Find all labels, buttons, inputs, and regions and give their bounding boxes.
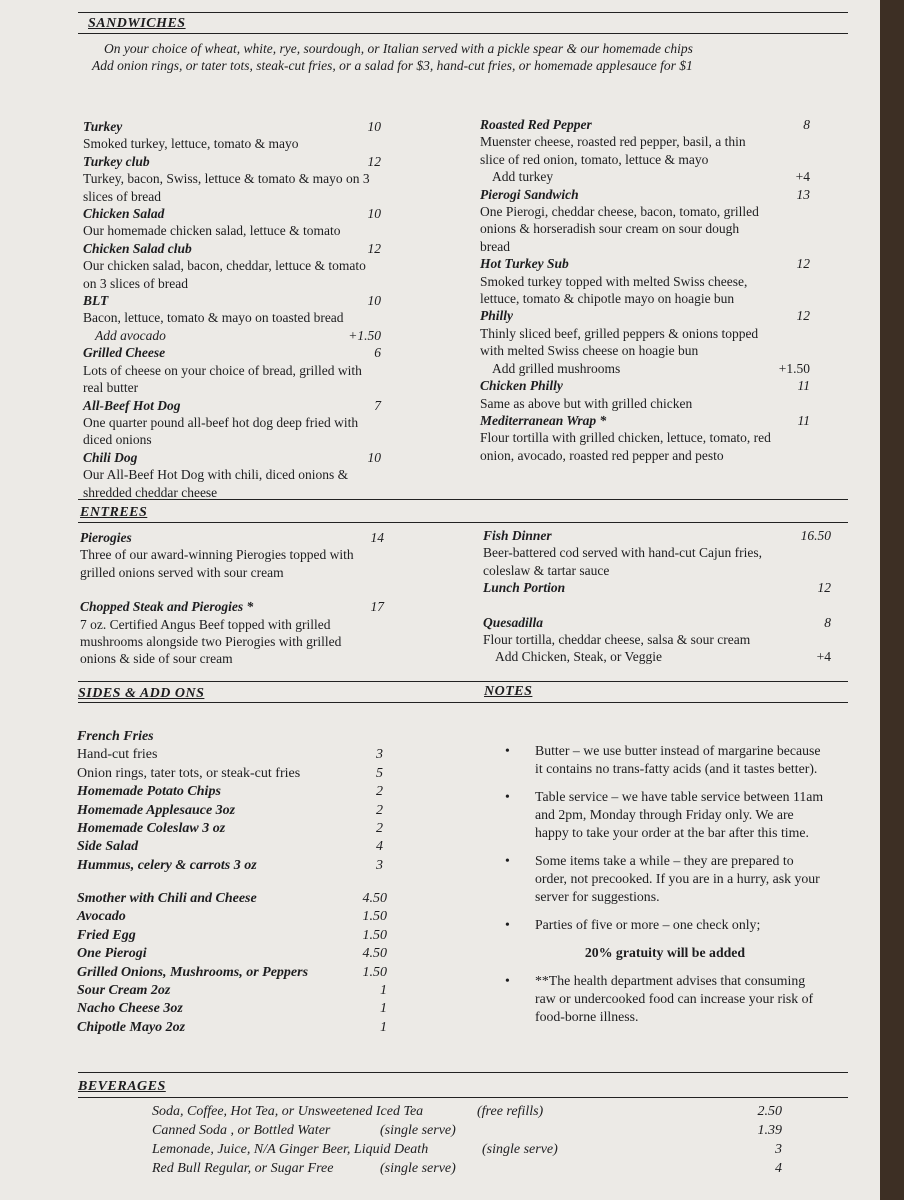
menu-item bbox=[83, 292, 381, 344]
beverage-note: (single serve) bbox=[380, 1161, 456, 1176]
entrees-heading: ENTREES bbox=[80, 505, 148, 520]
spacer bbox=[80, 581, 384, 598]
item-description: slices of bread bbox=[83, 188, 161, 204]
side-item bbox=[77, 982, 387, 1000]
side-item bbox=[77, 964, 387, 982]
item-name: Chili Dog bbox=[83, 449, 138, 465]
side-price: 1.50 bbox=[362, 964, 387, 980]
menu-item bbox=[83, 397, 381, 449]
side-name: One Pierogi bbox=[77, 946, 147, 962]
addon-price: +1.50 bbox=[348, 327, 381, 343]
item-description: Muenster cheese, roasted red pepper, basil, a thin bbox=[480, 134, 746, 150]
menu-item bbox=[483, 527, 831, 579]
sides-rule-top bbox=[78, 681, 848, 682]
item-name: BLT bbox=[83, 293, 109, 309]
side-name: Side Salad bbox=[77, 839, 139, 855]
beverage-price: 2.50 bbox=[757, 1104, 782, 1119]
bullet-icon: • bbox=[505, 853, 510, 868]
item-addon bbox=[480, 360, 810, 377]
item-description: Lots of cheese on your choice of bread, grilled with bbox=[83, 362, 362, 378]
beverages-heading: BEVERAGES bbox=[78, 1079, 166, 1094]
side-item bbox=[77, 945, 387, 963]
side-price: 1 bbox=[380, 1019, 387, 1035]
intro-line-2: Add onion rings, or tater tots, steak-cut fries, or a salad for $3, hand-cut fries, or homemade applesauce for $1 bbox=[92, 58, 693, 73]
item-description: Our chicken salad, bacon, cheddar, lettuce & tomato bbox=[83, 258, 366, 274]
item-price: 12 bbox=[367, 240, 381, 256]
bullet-icon: • bbox=[505, 917, 510, 932]
item-name: Philly bbox=[480, 308, 513, 324]
item-price: 8 bbox=[824, 614, 831, 630]
item-description: bread bbox=[480, 238, 510, 254]
menu-item bbox=[480, 412, 810, 464]
addon-price: +1.50 bbox=[778, 360, 810, 376]
beverages-rule bbox=[78, 1097, 848, 1098]
side-name: Hand-cut fries bbox=[77, 747, 158, 763]
side-name: Grilled Onions, Mushrooms, or Peppers bbox=[77, 964, 309, 980]
side-item bbox=[77, 820, 383, 838]
side-price: 4 bbox=[376, 839, 383, 855]
item-name: Chicken Salad bbox=[83, 206, 165, 222]
menu-item bbox=[83, 240, 381, 292]
menu-item bbox=[480, 186, 810, 256]
beverage-name: Soda, Coffee, Hot Tea, or Unsweetened Iced Tea bbox=[152, 1104, 424, 1119]
side-item bbox=[77, 765, 383, 783]
item-description: Same as above but with grilled chicken bbox=[480, 395, 693, 411]
item-description: diced onions bbox=[83, 432, 152, 448]
side-name: Hummus, celery & carrots 3 oz bbox=[77, 857, 257, 873]
addon-label: Add avocado bbox=[95, 327, 166, 343]
item-price: 10 bbox=[367, 206, 381, 222]
menu-item bbox=[480, 116, 810, 186]
sides-group-2 bbox=[77, 890, 387, 1037]
item-description: lettuce, tomato & chipotle mayo on hoagie bun bbox=[480, 291, 735, 307]
item-description: shredded cheddar cheese bbox=[83, 484, 218, 500]
beverage-name: Canned Soda , or Bottled Water bbox=[152, 1123, 331, 1138]
side-name: Chipotle Mayo 2oz bbox=[77, 1019, 186, 1035]
item-description: grilled onions served with sour cream bbox=[80, 564, 284, 580]
beverage-item bbox=[152, 1140, 782, 1159]
item-description: Flour tortilla, cheddar cheese, salsa & sour cream bbox=[483, 632, 751, 648]
side-item bbox=[77, 1000, 387, 1018]
spacer bbox=[483, 597, 831, 614]
bullet-icon: • bbox=[505, 743, 510, 758]
item-name: Mediterranean Wrap * bbox=[480, 412, 607, 428]
item-name: Roasted Red Pepper bbox=[480, 117, 592, 132]
item-description: Beer-battered cod served with hand-cut Cajun fries, bbox=[483, 545, 762, 561]
note-text: Some items take a while – they are prepared to order, not precooked. If you are in a hurry, ask your server for suggestions. bbox=[535, 853, 820, 904]
item-description: with melted Swiss cheese on hoagie bun bbox=[480, 343, 699, 359]
menu-item bbox=[480, 377, 810, 412]
side-name: Fried Egg bbox=[77, 927, 136, 943]
side-price: 2 bbox=[376, 820, 383, 836]
note-text: Butter – we use butter instead of margarine because it contains no trans-fatty acids (and it tastes better). bbox=[535, 743, 821, 776]
sandwiches-right-column bbox=[480, 116, 810, 464]
side-price: 1.50 bbox=[362, 927, 387, 943]
side-item bbox=[77, 802, 383, 820]
item-name: Chopped Steak and Pierogies * bbox=[80, 599, 254, 615]
side-name: Homemade Potato Chips bbox=[77, 784, 221, 800]
item-description: Flour tortilla with grilled chicken, lettuce, tomato, red bbox=[480, 430, 771, 446]
item-addon bbox=[480, 168, 810, 185]
addon-label: Add grilled mushrooms bbox=[492, 360, 621, 376]
entrees-right-column bbox=[483, 527, 831, 666]
side-price: 3 bbox=[376, 747, 383, 763]
menu-item bbox=[483, 614, 831, 666]
item-description: slice of red onion, tomato, lettuce & mayo bbox=[480, 151, 709, 167]
item-description: Our homemade chicken salad, lettuce & tomato bbox=[83, 223, 341, 239]
notes-list bbox=[505, 742, 825, 1036]
item-price: 11 bbox=[797, 412, 810, 428]
note-item bbox=[505, 852, 825, 906]
side-price: 1.50 bbox=[362, 909, 387, 925]
sandwiches-rule bbox=[78, 33, 848, 34]
item-description: onions & horseradish sour cream on sour dough bbox=[480, 221, 740, 237]
side-name: Onion rings, tater tots, or steak-cut fries bbox=[77, 765, 301, 781]
item-price: 10 bbox=[367, 119, 381, 134]
beverages-list bbox=[152, 1102, 782, 1178]
item-description: real butter bbox=[83, 380, 139, 396]
side-price: 1 bbox=[380, 982, 387, 998]
item-description: Smoked turkey, lettuce, tomato & mayo bbox=[83, 136, 299, 152]
beverage-item bbox=[152, 1159, 782, 1178]
item-description: Bacon, lettuce, tomato & mayo on toasted bread bbox=[83, 310, 344, 326]
item-name: Turkey club bbox=[83, 153, 150, 169]
top-rule bbox=[78, 12, 848, 13]
note-text: Parties of five or more – one check only; bbox=[535, 917, 761, 932]
item-description: on 3 slices of bread bbox=[83, 275, 188, 291]
beverage-item bbox=[152, 1102, 782, 1121]
menu-item bbox=[483, 579, 831, 596]
item-addon bbox=[83, 327, 381, 344]
sides-rule bbox=[78, 702, 848, 703]
item-name: Turkey bbox=[83, 119, 123, 134]
beverage-note: (single serve) bbox=[482, 1142, 558, 1157]
beverage-price: 3 bbox=[775, 1142, 782, 1157]
note-text: Table service – we have table service between 11am and 2pm, Monday through Friday only. We are happy to take your order at the bar after this time. bbox=[535, 789, 824, 840]
item-name: Fish Dinner bbox=[483, 528, 552, 543]
side-name: French Fries bbox=[77, 729, 154, 744]
side-item bbox=[77, 1019, 387, 1037]
item-price: 7 bbox=[374, 397, 381, 413]
side-price: 4.50 bbox=[362, 946, 387, 962]
table-edge bbox=[880, 0, 904, 1200]
side-price: 1 bbox=[380, 1001, 387, 1017]
item-price: 14 bbox=[370, 530, 384, 545]
menu-item bbox=[83, 205, 381, 240]
item-description: Turkey, bacon, Swiss, lettuce & tomato & mayo on 3 bbox=[83, 171, 370, 187]
item-name: Quesadilla bbox=[483, 614, 544, 630]
beverage-price: 1.39 bbox=[757, 1123, 782, 1138]
side-name: Smother with Chili and Cheese bbox=[77, 891, 257, 906]
item-description: onion, avocado, roasted red pepper and pesto bbox=[480, 447, 724, 463]
item-price: 12 bbox=[817, 580, 831, 596]
menu-item bbox=[80, 598, 384, 668]
item-price: 6 bbox=[374, 345, 381, 361]
side-name: Sour Cream 2oz bbox=[77, 982, 171, 998]
sides-heading: SIDES & ADD ONS bbox=[78, 686, 205, 701]
item-price: 12 bbox=[796, 308, 810, 324]
note-item bbox=[505, 742, 825, 778]
beverages-rule-top bbox=[78, 1072, 848, 1073]
entrees-left-column bbox=[80, 529, 384, 668]
sandwiches-left-column bbox=[83, 118, 381, 501]
item-price: 16.50 bbox=[800, 528, 831, 543]
menu-item bbox=[83, 153, 381, 205]
bullet-icon: • bbox=[505, 973, 510, 988]
item-price: 10 bbox=[367, 449, 381, 465]
item-name: Pierogies bbox=[80, 530, 132, 545]
item-description: Three of our award-winning Pierogies topped with bbox=[80, 547, 354, 563]
item-description: One quarter pound all-beef hot dog deep fried with bbox=[83, 414, 359, 430]
entrees-rule-top bbox=[78, 499, 848, 500]
side-name: Homemade Coleslaw 3 oz bbox=[77, 820, 226, 836]
item-price: 13 bbox=[796, 186, 810, 202]
beverage-name: Red Bull Regular, or Sugar Free bbox=[152, 1161, 334, 1176]
item-description: onions & side of sour cream bbox=[80, 651, 233, 667]
side-item bbox=[77, 728, 383, 746]
side-price: 3 bbox=[376, 857, 383, 873]
sandwiches-intro bbox=[92, 40, 852, 74]
beverage-note: (single serve) bbox=[380, 1123, 456, 1138]
addon-price: +4 bbox=[816, 649, 831, 665]
item-name: Lunch Portion bbox=[483, 580, 566, 596]
item-addon bbox=[483, 648, 831, 665]
menu-item bbox=[83, 449, 381, 501]
side-item bbox=[77, 783, 383, 801]
item-description: One Pierogi, cheddar cheese, bacon, tomato, grilled bbox=[480, 204, 759, 220]
sides-group-1 bbox=[77, 728, 383, 875]
menu-item bbox=[480, 255, 810, 307]
menu-item bbox=[83, 118, 381, 153]
side-price: 4.50 bbox=[362, 891, 387, 906]
note-item bbox=[505, 788, 825, 842]
side-price: 5 bbox=[376, 765, 383, 781]
beverage-price: 4 bbox=[775, 1161, 782, 1176]
side-item bbox=[77, 746, 383, 764]
item-description: mushrooms alongside two Pierogies with grilled bbox=[80, 634, 342, 650]
item-name: Pierogi Sandwich bbox=[480, 186, 579, 202]
item-name: All-Beef Hot Dog bbox=[83, 397, 181, 413]
beverage-name: Lemonade, Juice, N/A Ginger Beer, Liquid Death bbox=[152, 1142, 429, 1157]
menu-item bbox=[480, 307, 810, 377]
item-price: 12 bbox=[796, 256, 810, 272]
side-item bbox=[77, 927, 387, 945]
notes-heading: NOTES bbox=[484, 684, 533, 699]
addon-label: Add turkey bbox=[492, 169, 554, 185]
menu-item bbox=[80, 529, 384, 581]
entrees-rule bbox=[78, 522, 848, 523]
item-price: 10 bbox=[367, 293, 381, 309]
gratuity-note: 20% gratuity will be added bbox=[584, 945, 746, 960]
item-price: 17 bbox=[370, 599, 384, 615]
side-item bbox=[77, 890, 387, 908]
intro-line-1: On your choice of wheat, white, rye, sourdough, or Italian served with a pickle spear & our homemade chips bbox=[104, 41, 693, 56]
addon-price: +4 bbox=[795, 169, 810, 185]
side-name: Homemade Applesauce 3oz bbox=[77, 802, 236, 818]
item-price: 11 bbox=[797, 378, 810, 394]
health-note: • **The health department advises that consuming raw or undercooked food can increase your risk of food-borne illness. bbox=[505, 973, 814, 1024]
item-name: Chicken Philly bbox=[480, 378, 563, 394]
item-name: Grilled Cheese bbox=[83, 345, 166, 361]
addon-label: Add Chicken, Steak, or Veggie bbox=[495, 649, 662, 665]
item-name: Chicken Salad club bbox=[83, 240, 192, 256]
side-item bbox=[77, 838, 383, 856]
beverage-note: (free refills) bbox=[477, 1104, 544, 1119]
item-description: 7 oz. Certified Angus Beef topped with grilled bbox=[80, 616, 331, 632]
side-item bbox=[77, 857, 383, 875]
item-description: Smoked turkey topped with melted Swiss cheese, bbox=[480, 273, 748, 289]
side-name: Nacho Cheese 3oz bbox=[77, 1001, 183, 1017]
beverage-item bbox=[152, 1121, 782, 1140]
item-price: 8 bbox=[803, 117, 810, 132]
side-price: 2 bbox=[376, 784, 383, 800]
bullet-icon: • bbox=[505, 789, 510, 804]
item-description: Our All-Beef Hot Dog with chili, diced onions & bbox=[83, 467, 349, 483]
side-item bbox=[77, 908, 387, 926]
sandwiches-heading: SANDWICHES bbox=[88, 16, 186, 31]
note-item bbox=[505, 916, 825, 934]
item-description: coleslaw & tartar sauce bbox=[483, 562, 610, 578]
item-price: 12 bbox=[367, 153, 381, 169]
item-name: Hot Turkey Sub bbox=[480, 256, 569, 272]
item-description: Thinly sliced beef, grilled peppers & onions topped bbox=[480, 325, 759, 341]
side-price: 2 bbox=[376, 802, 383, 818]
side-name: Avocado bbox=[77, 909, 126, 925]
menu-item bbox=[83, 344, 381, 396]
